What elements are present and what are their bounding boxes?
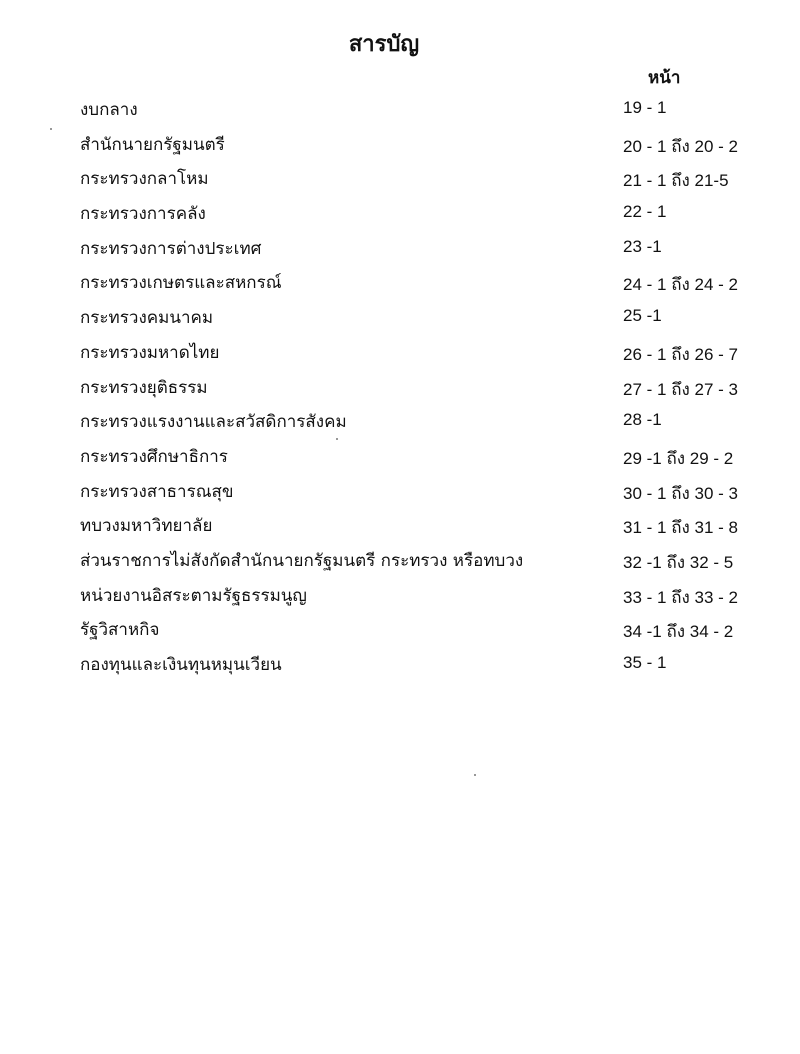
toc-entry-pages: 34 -1 ถึง 34 - 2 [623,622,734,642]
toc-entry [0,92,800,127]
toc-entry-name: กระทรวงการต่างประเทศ [80,238,262,259]
toc-entry-pages: 28 -1 [623,410,662,430]
toc-entry-name: กระทรวงยุติธรรม [80,377,208,398]
toc-entry-name: สำนักนายกรัฐมนตรี [80,134,225,155]
toc-entry-pages: 32 -1 ถึง 32 - 5 [623,552,734,572]
scan-speck [474,774,476,776]
toc-entry-name: รัฐวิสาหกิจ [80,620,160,641]
toc-entry-name: กระทรวงคมนาคม [80,308,214,329]
toc-entry-pages: 25 -1 [623,306,662,326]
table-of-contents [0,92,800,682]
scan-speck [336,438,338,440]
toc-entry-name: กระทรวงมหาดไทย [80,342,220,363]
toc-entry-pages: 27 - 1 ถึง 27 - 3 [623,379,738,399]
toc-entry-name: กระทรวงเกษตรและสหกรณ์ [80,273,282,294]
toc-entry [0,265,800,300]
toc-entry-name: ส่วนราชการไม่สังกัดสำนักนายกรัฐมนตรี กระทรวง หรือทบวง [80,550,524,571]
toc-entry [0,508,800,543]
toc-entry-name: กระทรวงการคลัง [80,204,206,225]
toc-entry-pages: 24 - 1 ถึง 24 - 2 [623,275,738,295]
toc-entry [0,127,800,162]
toc-entry-name: หน่วยงานอิสระตามรัฐธรรมนูญ [80,585,307,606]
toc-entry-pages: 21 - 1 ถึง 21-5 [623,171,729,191]
toc-entry-name: กระทรวงแรงงานและสวัสดิการสังคม [80,412,347,433]
toc-entry [0,335,800,370]
toc-entry [0,439,800,474]
toc-entry-pages: 26 - 1 ถึง 26 - 7 [623,344,738,364]
toc-entry-name: ทบวงมหาวิทยาลัย [80,516,213,537]
toc-entry [0,474,800,509]
toc-entry [0,612,800,647]
toc-entry-pages: 20 - 1 ถึง 20 - 2 [623,136,738,156]
toc-entry-pages: 33 - 1 ถึง 33 - 2 [623,587,738,607]
toc-entry [0,196,800,231]
toc-entry-name: กระทรวงสาธารณสุข [80,481,234,502]
toc-entry [0,404,800,439]
toc-entry-pages: 29 -1 ถึง 29 - 2 [623,448,734,468]
toc-entry-pages: 23 -1 [623,236,662,256]
toc-entry-name: กระทรวงกลาโหม [80,169,209,190]
toc-entry [0,300,800,335]
scan-speck [50,128,52,130]
toc-entry [0,161,800,196]
toc-entry-pages: 35 - 1 [623,653,667,672]
toc-entry-name: กองทุนและเงินทุนหมุนเวียน [80,655,282,675]
toc-entry [0,647,800,682]
document-title: สารบัญ [348,32,420,57]
toc-entry-name: กระทรวงศึกษาธิการ [80,446,228,467]
toc-entry-pages: 22 - 1 [623,202,667,222]
toc-entry-pages: 31 - 1 ถึง 31 - 8 [623,518,738,538]
toc-entry [0,578,800,613]
toc-entry-pages: 19 - 1 [623,98,667,117]
toc-entry-pages: 30 - 1 ถึง 30 - 3 [623,483,738,503]
toc-entry [0,543,800,578]
page-column-header: หน้า [648,68,681,88]
toc-entry [0,231,800,266]
toc-entry-name: งบกลาง [80,100,138,120]
toc-entry [0,370,800,405]
